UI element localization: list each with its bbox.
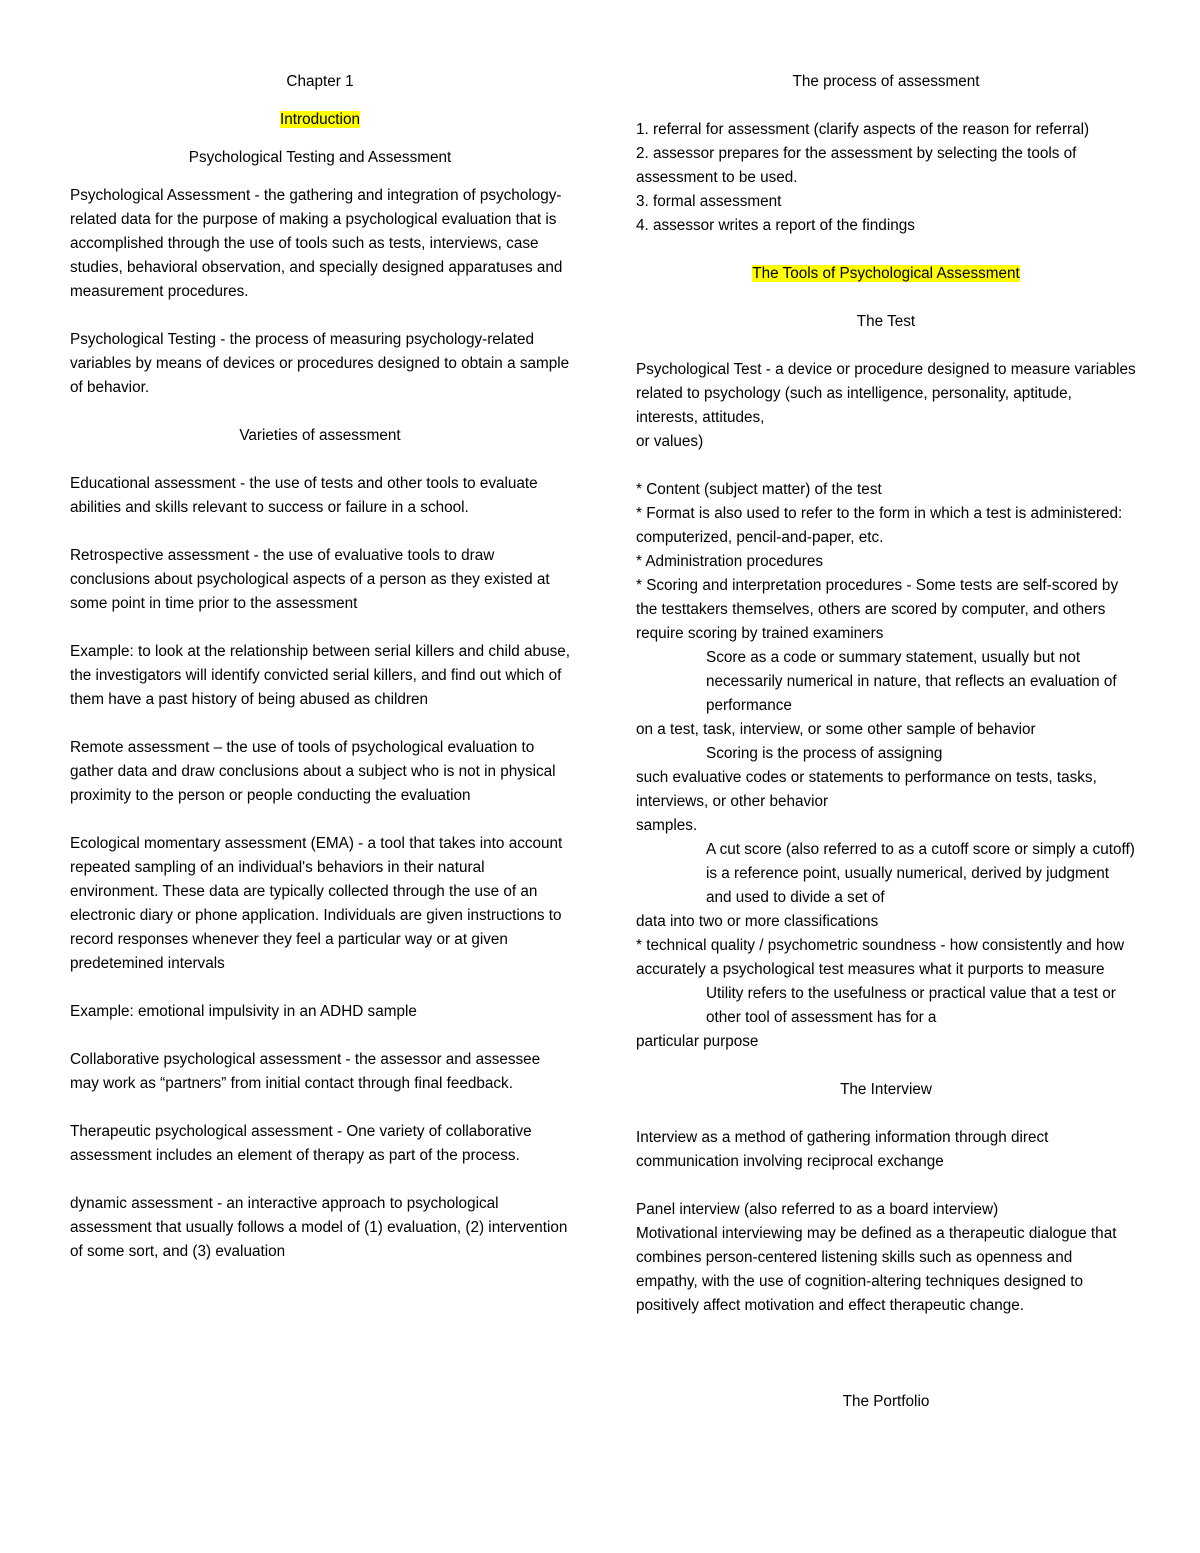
technical-bullet: * technical quality / psychometric soundness - how consistently and how accurately a psychological test measures what it purports to measure — [636, 937, 1125, 978]
cut-score-definition-end: data into two or more classifications — [636, 913, 879, 930]
process-step: 2. assessor prepares for the assessment by selecting the tools of assessment to be used. — [636, 145, 1077, 186]
content-bullet: * Content (subject matter) of the test — [636, 481, 882, 498]
introduction-heading — [70, 108, 570, 132]
process-step: 4. assessor writes a report of the findings — [636, 217, 915, 234]
utility-definition: Utility refers to the usefulness or practical value that a test or other tool of assessment has for a — [706, 985, 1116, 1026]
left-column — [70, 70, 570, 1264]
therapeutic-paragraph: Therapeutic psychological assessment - One variety of collaborative assessment includes an element of therapy as part of the process. — [70, 1123, 532, 1164]
administration-bullet: * Administration procedures — [636, 553, 824, 570]
tools-heading — [636, 262, 1136, 286]
psych-assessment-paragraph: Psychological Assessment - the gathering and integration of psychology-related data for the purpose of making a psychological evaluation that is accomplished through the use of tools such as tests, interviews, case studies, behavioral observation, and specially designed apparatuses and measurement procedures. — [70, 187, 563, 300]
score-definition-end: on a test, task, interview, or some other sample of behavior — [636, 721, 1036, 738]
retrospective-paragraph: Retrospective assessment - the use of evaluative tools to draw conclusions about psychological aspects of a person as they existed at some point in time prior to the assessment — [70, 547, 550, 612]
interview-heading: The Interview — [840, 1081, 932, 1098]
utility-definition-end: particular purpose — [636, 1033, 759, 1050]
psych-testing-paragraph: Psychological Testing - the process of measuring psychology-related variables by means of devices or procedures designed to obtain a sample of behavior. — [70, 331, 570, 396]
psych-test-paragraph: Psychological Test - a device or procedure designed to measure variables related to psychology (such as intelligence, personality, aptitude, interests, attitudes, — [636, 361, 1136, 426]
tools-highlight: The Tools of Psychological Assessment — [752, 265, 1020, 282]
example-paragraph: Example: to look at the relationship between serial killers and child abuse, the investigators will identify convicted serial killers, and find out which of them have a past history of being abused as children — [70, 643, 570, 708]
ema-paragraph: Ecological momentary assessment (EMA) - a tool that takes into account repeated sampling of an individual's behaviors in their natural environment. These data are typically collected through the use of an electronic diary or phone application. Individuals are given instructions to record responses whenever they feel a particular way or at given predetemined intervals — [70, 835, 563, 972]
scoring-bullet: * Scoring and interpretation procedures - Some tests are self-scored by the testtakers themselves, others are scored by computer, and others require scoring by trained examiners — [636, 577, 1119, 642]
panel-interview-line: Panel interview (also referred to as a board interview) — [636, 1201, 999, 1218]
format-bullet: * Format is also used to refer to the form in which a test is administered: computerized, pencil-and-paper, etc. — [636, 505, 1123, 546]
section-title: Psychological Testing and Assessment — [188, 149, 452, 166]
psych-test-end: or values) — [636, 433, 704, 450]
motivational-paragraph: Motivational interviewing may be defined as a therapeutic dialogue that combines person-centered listening skills such as openness and empathy, with the use of cognition-altering techniques designed to positively affect motivation and effect therapeutic change. — [636, 1225, 1117, 1314]
cut-score-definition: A cut score (also referred to as a cutoff score or simply a cutoff) is a reference point, usually numerical, derived by judgment and used to divide a set of — [706, 841, 1135, 906]
process-heading: The process of assessment — [792, 73, 980, 90]
scoring-definition-cont: such evaluative codes or statements to performance on tests, tasks, interviews, or other behavior — [636, 769, 1097, 810]
score-definition: Score as a code or summary statement, usually but not necessarily numerical in nature, that reflects an evaluation of performance — [706, 649, 1117, 714]
dynamic-paragraph: dynamic assessment - an interactive approach to psychological assessment that usually follows a model of (1) evaluation, (2) intervention of some sort, and (3) evaluation — [70, 1195, 568, 1260]
varieties-heading: Varieties of assessment — [239, 427, 401, 444]
introduction-highlight: Introduction — [280, 111, 360, 128]
interview-paragraph: Interview as a method of gathering information through direct communication involving reciprocal exchange — [636, 1129, 1049, 1170]
portfolio-heading: The Portfolio — [842, 1393, 930, 1410]
educational-paragraph: Educational assessment - the use of tests and other tools to evaluate abilities and skills relevant to success or failure in a school. — [70, 475, 538, 516]
scoring-definition-end: samples. — [636, 817, 698, 834]
right-column — [636, 70, 1136, 1414]
scoring-definition: Scoring is the process of assigning — [706, 745, 943, 762]
example-paragraph: Example: emotional impulsivity in an ADHD sample — [70, 1003, 417, 1020]
chapter-heading: Chapter 1 — [286, 73, 354, 90]
remote-paragraph: Remote assessment – the use of tools of psychological evaluation to gather data and draw conclusions about a subject who is not in physical proximity to the person or people conducting the evaluation — [70, 739, 556, 804]
process-step: 1. referral for assessment (clarify aspects of the reason for referral) — [636, 121, 1090, 138]
test-heading: The Test — [856, 313, 916, 330]
collaborative-paragraph: Collaborative psychological assessment - the assessor and assessee may work as “partners” from initial contact through final feedback. — [70, 1051, 541, 1092]
process-step: 3. formal assessment — [636, 193, 782, 210]
